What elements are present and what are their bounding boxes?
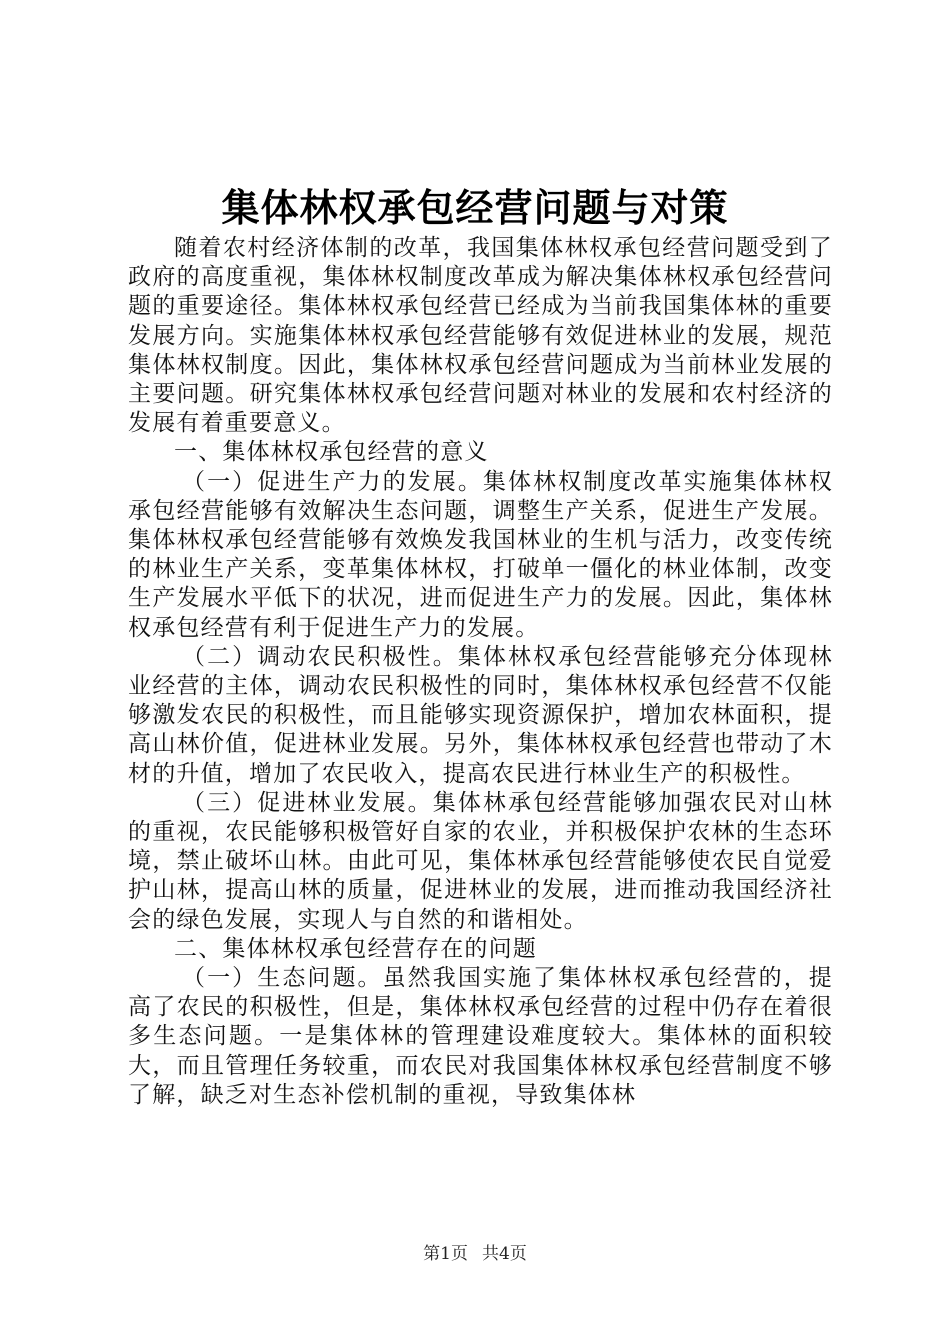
page-footer (0, 1242, 950, 1266)
section-heading-1: 一、集体林权承包经营的意义 (174, 439, 489, 466)
subsection-paragraph-1-3: （三）促进林业发展。集体林承包经营能够加强农民对山林的重视，农民能够积极管好自家的农业，并积极保护农林的生态环境，禁止破坏山林。由此可见，集体林承包经营能够使农民自觉爱护山林，提高山林的质量，促进林业的发展，进而推动我国经济社会的绿色发展，实现人与自然的和谐相处。 (128, 789, 833, 933)
subsection-paragraph-2-1: （一）生态问题。虽然我国实施了集体林权承包经营的，提高了农民的积极性，但是，集体林权承包经营的过程中仍存在着很多生态问题。一是集体林的管理建设难度较大。集体林的面积较大，而且管理任务较重，而农民对我国集体林权承包经营制度不够了解，缺乏对生态补偿机制的重视，导致集体林 (128, 965, 833, 1108)
subsection-paragraph-1-2: （二）调动农民积极性。集体林权承包经营能够充分体现林业经营的主体，调动农民积极性的同时，集体林权承包经营不仅能够激发农民的积极性，而且能够实现资源保护，增加农林面积，提高山林价值，促进林业发展。另外，集体林权承包经营也带动了木材的升值，增加了农民收入，提高农民进行林业生产的积极性。 (128, 643, 833, 787)
section-heading-2: 二、集体林权承包经营存在的问题 (174, 935, 537, 962)
subsection-paragraph-1-1: （一）促进生产力的发展。集体林权制度改革实施集体林权承包经营能够有效解决生态问题，调整生产关系，促进生产发展。集体林权承包经营能够有效焕发我国林业的生机与活力，改变传统的林业生产关系，变革集体林权，打破单一僵化的林业体制，改变生产发展水平低下的状况，进而促进生产力的发展。因此，集体林权承包经营有利于促进生产力的发展。 (128, 468, 833, 641)
intro-paragraph: 随着农村经济体制的改革，我国集体林权承包经营问题受到了政府的高度重视，集体林权制度改革成为解决集体林权承包经营问题的重要途径。集体林权承包经营已经成为当前我国集体林的重要发展方向。实施集体林权承包经营能够有效促进林业的发展，规范集体林权制度。因此，集体林权承包经营问题成为当前林业发展的主要问题。研究集体林权承包经营问题对林业的发展和农村经济的发展有着重要意义。 (128, 235, 833, 437)
page-total: 共4页 (482, 1244, 527, 1264)
document-title: 集体林权承包经营问题与对策 (221, 186, 729, 230)
page-number: 第1页 (423, 1244, 468, 1264)
document-body (128, 234, 833, 1110)
